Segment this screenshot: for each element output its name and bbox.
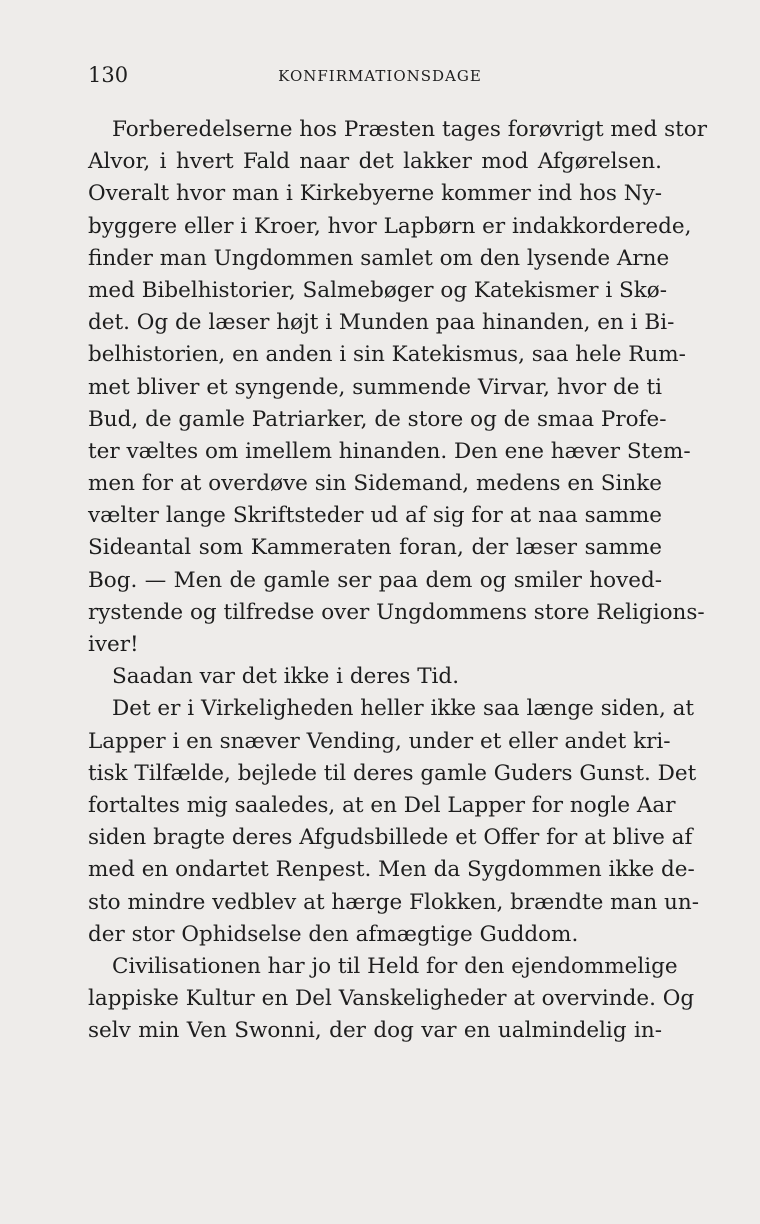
text-line: met bliver et syngende, summende Virvar, hvor de ti: [88, 374, 662, 400]
text-line: men for at overdøve sin Sidemand, medens en Sinke: [88, 471, 662, 497]
text-line: rystende og tilfredse over Ungdommens store Religions-: [88, 599, 705, 625]
text-line: Overalt hvor man i Kirkebyerne kommer ind hos Ny-: [88, 181, 662, 207]
body-text: [88, 114, 708, 1047]
text-line: sto mindre vedblev at hærge Flokken, brændte man un-: [88, 889, 700, 915]
text-line: tisk Tilfælde, bejlede til deres gamle Guders Gunst. Det: [88, 760, 697, 786]
page-header: [88, 62, 672, 92]
text-line: det. Og de læser højt i Munden paa hinanden, en i Bi-: [88, 310, 675, 336]
text-line: Lapper i en snæver Vending, under et eller andet kri-: [88, 728, 671, 754]
text-line: iver!: [88, 632, 139, 657]
text-line: Forberedelserne hos Præsten tages forøvrigt med stor: [112, 117, 708, 142]
text-line: byggere eller i Kroer, hvor Lapbørn er indakkorderede,: [88, 213, 692, 239]
text-line: Alvor, i hvert Fald naar det lakker mod Afgørelsen.: [88, 149, 662, 175]
text-line: Bud, de gamle Patriarker, de store og de smaa Profe-: [88, 406, 667, 432]
text-line: finder man Ungdommen samlet om den lysende Arne: [88, 245, 670, 271]
text-line: Det er i Virkeligheden heller ikke saa længe siden, at: [112, 696, 695, 722]
text-line: selv min Ven Swonni, der dog var en ualmindelig in-: [88, 1018, 662, 1044]
text-line: siden bragte deres Afgudsbillede et Offer for at blive af: [88, 825, 693, 851]
text-line: fortaltes mig saaledes, at en Del Lapper for nogle Aar: [88, 792, 676, 818]
text-line: belhistorien, en anden i sin Katekismus, saa hele Rum-: [88, 342, 686, 368]
text-line: med Bibelhistorier, Salmebøger og Katekismer i Skø-: [88, 277, 668, 303]
text-line: Civilisationen har jo til Held for den ejendommelige: [112, 953, 678, 979]
text-line: Sideantal som Kammeraten foran, der læser samme: [88, 535, 662, 561]
running-title: KONFIRMATIONSDAGE: [278, 67, 482, 85]
text-line: med en ondartet Renpest. Men da Sygdommen ikke de-: [88, 857, 695, 883]
text-line: Bog. — Men de gamle ser paa dem og smiler hoved-: [88, 567, 662, 593]
text-line: der stor Ophidselse den afmægtige Guddom.: [88, 921, 579, 947]
text-line: lappiske Kultur en Del Vanskeligheder at overvinde. Og: [88, 986, 695, 1012]
text-line: vælter lange Skriftsteder ud af sig for at naa samme: [88, 503, 662, 529]
text-line: Saadan var det ikke i deres Tid.: [112, 664, 460, 690]
text-line: ter væltes om imellem hinanden. Den ene hæver Stem-: [88, 438, 691, 464]
page-number: 130: [88, 63, 129, 87]
